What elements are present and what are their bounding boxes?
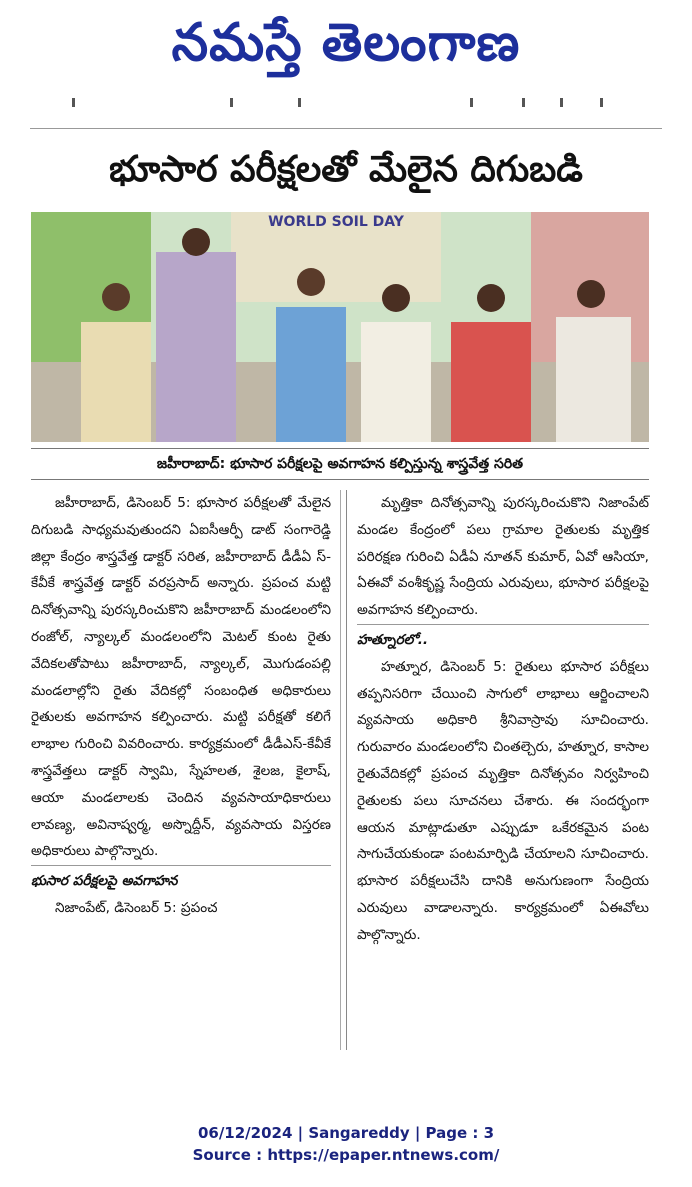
article-column-left (31, 490, 331, 1050)
photo-caption: జహీరాబాద్: భూసార పరీక్షలపై అవగాహన కల్పిస్తున్న శాస్త్రవేత్త సరిత (31, 448, 649, 480)
column-divider (340, 490, 341, 1050)
article-subhead: భుసార పరీక్షలపై అవగాహన (31, 865, 331, 895)
event-photo-illustration (31, 212, 649, 442)
article-paragraph: జహీరాబాద్, డిసెంబర్ 5: భూసార పరీక్షలతో మేలైన దిగుబడి సాధ్యమవుతుందని ఏఐసీఆర్పీ డాట్ సంగారెడ్డి జిల్లా కేంద్రం శాస్త్రవేత్త డాక్టర్ సరిత, జహీరాబాద్ డీడీఏ స్-కేవీకే శాస్త్రవేత్త డాక్టర్ వరప్రసాద్ అన్నారు. ప్రపంచ మట్టి దినోత్సవాన్ని పురస్కరించుకొని జహీరాబాద్ మండలంలోని రంజోల్, న్యాల్కల్ మండలంలోని మెటల్ కుంట రైతు వేదికలతోపాటు జహీరాబాద్, న్యాల్కల్, మొగుడంపల్లి మండలాల్లోని రైతు వేదికల్లో సంబంధిత అధికారులు రైతులకు అవగాహన కల్పించారు. మట్టి పరీక్షతో కలిగే లాభాల గురించి వివరించారు. కార్యక్రమంలో డీడీఎస్-కేవీకే శాస్త్రవేత్తలు డాక్టర్ స్వామి, స్నేహలత, శైలజ, కైలాష్, ఆయా మండలాలకు చెందిన వ్యవసాయాధికారులు లావణ్య, అవినాష్వర్మ, అస్నొద్దీన్, వ్యవసాయ విస్తరణ అధికారులు పాల్గొన్నారు. (31, 495, 331, 860)
article-headline: భూసార పరీక్షలతో మేలైన దిగుబడి (109, 149, 583, 190)
article-paragraph: నిజాంపేట్, డిసెంబర్ 5: ప్రపంచ (55, 899, 218, 916)
article-subhead: హత్నూరలో.. (357, 624, 649, 654)
masthead (0, 0, 692, 95)
banner-text: WORLD SOIL DAY (268, 214, 404, 230)
article-paragraph: హత్నూర, డిసెంబర్ 5: రైతులు భూసార పరీక్షలు తప్పనిసరిగా చేయించి సాగులో లాభాలు ఆర్జించాలని వ్యవసాయ అధికారి శ్రీనివాస్రావు సూచించారు. గురువారం మండలంలోని చింతల్చెరు, హత్నూర, కాసాల రైతువేదికల్లో ప్రపంచ మృత్తికా దినోత్సవం నిర్వహించి రైతులకు పలు సూచనలు చేశారు. ఈ సందర్భంగా ఆయన మాట్లాడుతూ ఎప్పుడూ ఒకేరకమైన పంట సాగుచేయకుండా పంటమార్పిడి చేయాలని సూచించారు. భూసార పరీక్షలుచేసి దానికి అనుగుణంగా సేంద్రియ ఎరువులు వాడాలన్నారు. కార్యక్రమంలో ఏఈవోలు పాల్గొన్నారు. (357, 658, 649, 943)
event-photo (31, 212, 649, 442)
article-column-right (346, 490, 649, 1050)
clipped-text-strip (60, 96, 620, 110)
footer-source-line[interactable]: Source : https://epaper.ntnews.com/ (192, 1146, 500, 1164)
footer-date-line: 06/12/2024 | Sangareddy | Page : 3 (197, 1124, 495, 1142)
newspaper-logo: నమస్తే తెలంగాణ (171, 13, 521, 73)
top-rule (30, 128, 662, 129)
page-footer (0, 1122, 692, 1166)
article-paragraph: మృత్తికా దినోత్సవాన్ని పురస్కరించుకొని నిజాంపేట్ మండల కేంద్రంలో పలు గ్రామాల రైతులకు మృత్తిక పరిరక్షణ గురించి ఏడీఏ నూతన్ కుమార్, ఏవో ఆసియా, ఏఈవో వంశీకృష్ణ సేంద్రియ ఎరువులు, భూసార పరీక్షలపై అవగాహన కల్పించారు. (357, 495, 649, 619)
